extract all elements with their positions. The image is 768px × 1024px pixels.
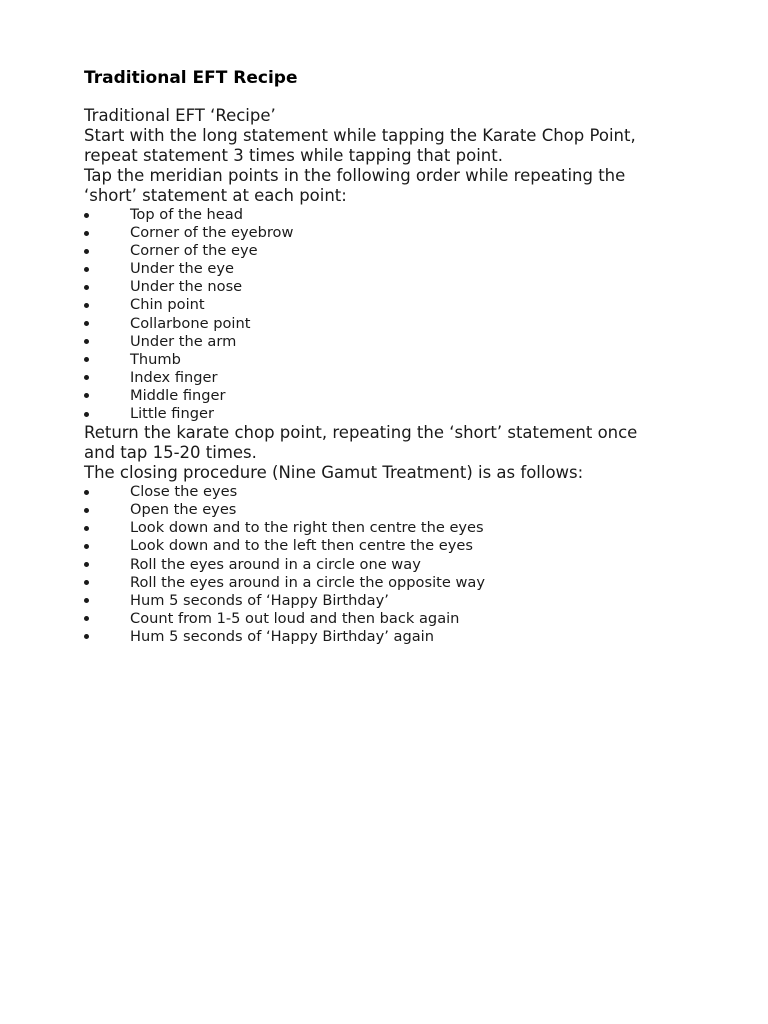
list-item <box>84 296 724 314</box>
list-item <box>84 519 724 537</box>
list-item-text: Hum 5 seconds of ‘Happy Birthday’ <box>130 591 389 609</box>
bullet-icon <box>84 285 89 290</box>
list-item-text: Close the eyes <box>130 483 238 501</box>
list-item <box>84 387 724 405</box>
bullet-icon <box>84 321 89 326</box>
list-item <box>84 501 724 519</box>
document-page <box>84 66 724 646</box>
closing-steps-list <box>84 483 724 646</box>
bullet-icon <box>84 526 89 531</box>
list-item-text: Collarbone point <box>130 314 251 332</box>
return-line-2: and tap 15-20 times. <box>84 443 257 463</box>
bullet-icon <box>84 213 89 218</box>
list-item-text: Middle finger <box>130 386 226 404</box>
bullet-icon <box>84 634 89 639</box>
bullet-icon <box>84 303 89 308</box>
return-line-1: Return the karate chop point, repeating the ‘short’ statement once <box>84 423 638 443</box>
list-item <box>84 333 724 351</box>
list-item <box>84 628 724 646</box>
document-title: Traditional EFT Recipe <box>84 68 298 88</box>
list-item-text: Corner of the eyebrow <box>130 224 294 242</box>
list-item-text: Look down and to the left then centre the eyes <box>130 537 473 555</box>
bullet-icon <box>84 249 89 254</box>
list-item <box>84 278 724 296</box>
intro-line-1: Start with the long statement while tapping the Karate Chop Point, <box>84 126 636 145</box>
list-item-text: Under the nose <box>130 278 243 296</box>
list-item-text: Chin point <box>130 296 205 314</box>
list-item-text: Hum 5 seconds of ‘Happy Birthday’ again <box>130 627 434 645</box>
list-item <box>84 224 724 242</box>
closing-intro: The closing procedure (Nine Gamut Treatment) is as follows: <box>84 463 584 483</box>
list-item <box>84 556 724 574</box>
tap-instruction-line-2: ‘short’ statement at each point: <box>84 186 347 205</box>
list-item <box>84 260 724 278</box>
list-item <box>84 610 724 628</box>
bullet-icon <box>84 412 89 417</box>
bullet-icon <box>84 562 89 567</box>
list-item-text: Open the eyes <box>130 501 237 519</box>
bullet-icon <box>84 598 89 603</box>
list-item <box>84 574 724 592</box>
list-item-text: Thumb <box>130 350 181 368</box>
bullet-icon <box>84 267 89 272</box>
bullet-icon <box>84 393 89 398</box>
list-item <box>84 315 724 333</box>
bullet-icon <box>84 544 89 549</box>
list-item <box>84 405 724 423</box>
list-item-text: Little finger <box>130 405 214 423</box>
list-item <box>84 242 724 260</box>
list-item-text: Look down and to the right then centre the eyes <box>130 519 484 537</box>
list-item <box>84 483 724 501</box>
intro-line-2: repeat statement 3 times while tapping that point. <box>84 146 503 165</box>
bullet-icon <box>84 490 89 495</box>
list-item-text: Corner of the eye <box>130 242 258 260</box>
list-item-text: Roll the eyes around in a circle one way <box>130 555 421 573</box>
list-item-text: Under the arm <box>130 332 237 350</box>
bullet-icon <box>84 375 89 380</box>
bullet-icon <box>84 616 89 621</box>
list-item-text: Index finger <box>130 368 218 386</box>
list-item <box>84 592 724 610</box>
list-item <box>84 206 724 224</box>
bullet-icon <box>84 357 89 362</box>
bullet-icon <box>84 580 89 585</box>
list-item <box>84 351 724 369</box>
list-item-text: Roll the eyes around in a circle the opposite way <box>130 573 486 591</box>
list-item-text: Top of the head <box>130 206 243 223</box>
list-item <box>84 537 724 555</box>
bullet-icon <box>84 508 89 513</box>
recipe-subtitle: Traditional EFT ‘Recipe’ <box>84 106 276 125</box>
tapping-points-list <box>84 206 724 423</box>
bullet-icon <box>84 231 89 236</box>
bullet-icon <box>84 339 89 344</box>
tap-instruction-line-1: Tap the meridian points in the following order while repeating the <box>84 166 626 185</box>
list-item <box>84 369 724 387</box>
list-item-text: Under the eye <box>130 260 234 278</box>
list-item-text: Count from 1-5 out loud and then back again <box>130 609 460 627</box>
